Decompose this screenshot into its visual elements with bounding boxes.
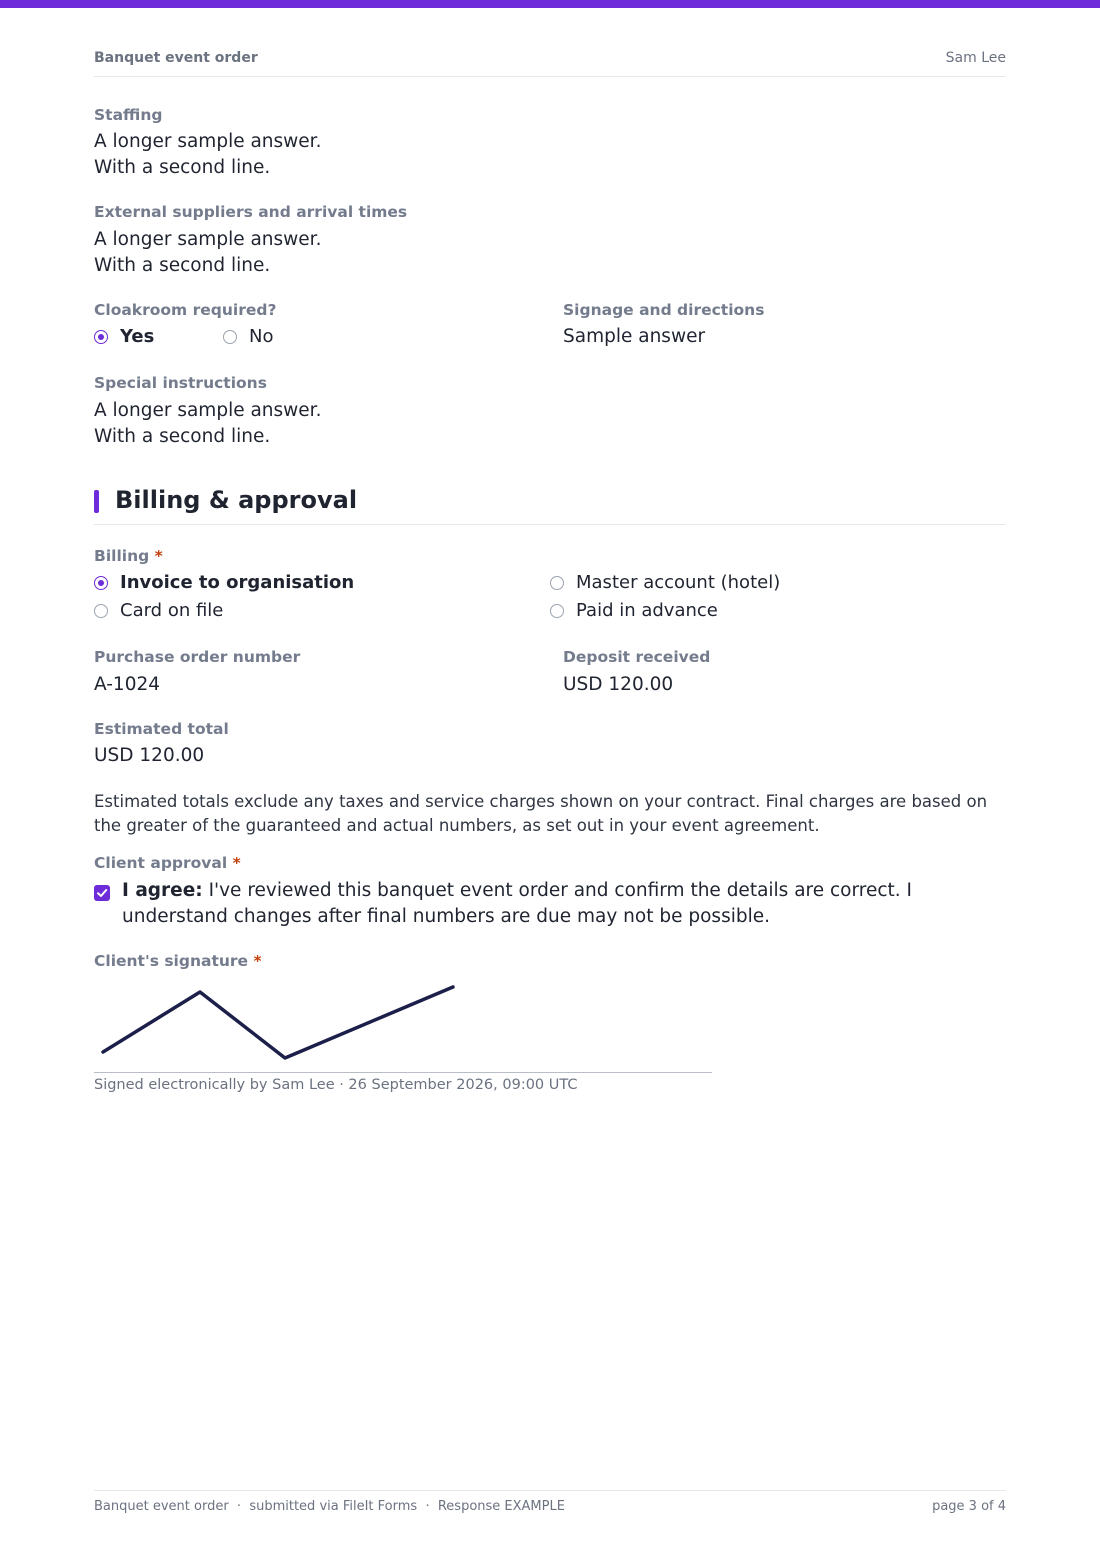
cloakroom-option-yes-label: Yes xyxy=(120,326,155,347)
required-mark: * xyxy=(232,854,241,872)
approval-text xyxy=(122,878,982,930)
deposit-value: USD 120.00 xyxy=(563,674,674,695)
radio-unselected-icon xyxy=(223,330,237,344)
billing-option-paid-advance-label: Paid in advance xyxy=(576,600,718,621)
footer-info: Banquet event order · submitted via FileIt Forms · Response EXAMPLE xyxy=(94,1499,565,1514)
staffing-label: Staffing xyxy=(94,106,163,124)
special-instructions-line-1: A longer sample answer. xyxy=(94,400,322,421)
suppliers-line-2: With a second line. xyxy=(94,255,271,276)
section-accent-bar xyxy=(94,490,99,513)
special-instructions-label: Special instructions xyxy=(94,374,267,392)
signage-value: Sample answer xyxy=(563,326,706,347)
signature-label xyxy=(94,952,262,970)
signature-line xyxy=(94,1072,712,1073)
page-footer xyxy=(94,1490,1006,1521)
estimated-total-label: Estimated total xyxy=(94,720,229,738)
page-header xyxy=(94,48,1006,77)
form-title: Banquet event order xyxy=(94,50,258,66)
billing-option-master-account-label: Master account (hotel) xyxy=(576,572,781,593)
radio-selected-icon xyxy=(94,576,108,590)
billing-label-text: Billing xyxy=(94,547,150,565)
section-title: Billing & approval xyxy=(115,486,358,514)
billing-section-heading xyxy=(94,485,1006,525)
cloakroom-option-no-label: No xyxy=(249,326,274,347)
deposit-label: Deposit received xyxy=(563,648,711,666)
suppliers-label: External suppliers and arrival times xyxy=(94,203,408,221)
approval-statement: I've reviewed this banquet event order and confirm the details are correct. I understand changes after final numbers are due may not be possible. xyxy=(122,880,912,927)
signature-label-text: Client's signature xyxy=(94,952,249,970)
client-approval-label xyxy=(94,854,241,872)
billing-option-card-label: Card on file xyxy=(120,600,224,621)
signature-meta: Signed electronically by Sam Lee · 26 September 2026, 09:00 UTC xyxy=(94,1077,578,1093)
radio-unselected-icon xyxy=(550,604,564,618)
radio-selected-icon xyxy=(94,330,108,344)
respondent-name: Sam Lee xyxy=(945,50,1006,66)
cloakroom-label: Cloakroom required? xyxy=(94,301,277,319)
radio-unselected-icon xyxy=(550,576,564,590)
signage-label: Signage and directions xyxy=(563,301,765,319)
estimated-total-value: USD 120.00 xyxy=(94,745,205,766)
top-accent-bar xyxy=(0,0,1100,8)
billing-note: Estimated totals exclude any taxes and service charges shown on your contract. Final charges are based on the greater of the guaranteed and actual numbers, as set out in your event agreement. xyxy=(94,792,988,835)
suppliers-line-1: A longer sample answer. xyxy=(94,229,322,250)
staffing-line-1: A longer sample answer. xyxy=(94,131,322,152)
checkbox-checked-icon[interactable] xyxy=(94,885,110,901)
required-mark: * xyxy=(154,547,163,565)
billing-option-invoice-label: Invoice to organisation xyxy=(120,572,355,593)
po-number-value: A-1024 xyxy=(94,674,161,695)
client-approval-label-text: Client approval xyxy=(94,854,228,872)
po-number-label: Purchase order number xyxy=(94,648,301,666)
staffing-line-2: With a second line. xyxy=(94,157,271,178)
billing-label xyxy=(94,547,163,565)
approval-lead: I agree: xyxy=(122,880,203,901)
required-mark: * xyxy=(253,952,262,970)
page-number: page 3 of 4 xyxy=(932,1499,1006,1514)
signature-drawing xyxy=(94,978,474,1070)
radio-unselected-icon xyxy=(94,604,108,618)
special-instructions-line-2: With a second line. xyxy=(94,426,271,447)
